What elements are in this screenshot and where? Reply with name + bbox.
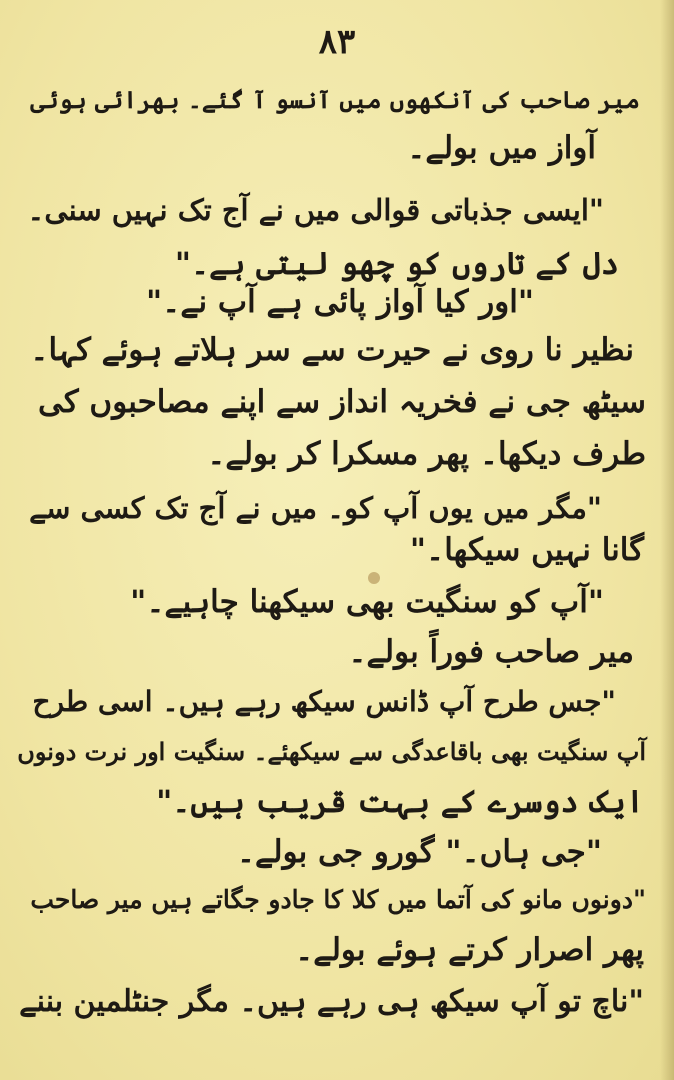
text-line-18: پھر اصرار کرتے ہوئے بولے۔ [295, 932, 644, 968]
text-line-2: آواز میں بولے۔ [407, 130, 596, 166]
text-line-15: ایک دوسرے کے بہت قریب ہیں۔" [156, 784, 644, 820]
text-line-19: "ناچ تو آپ سیکھ ہی رہے ہیں۔ مگر جنٹلمین بننے [19, 984, 644, 1019]
text-line-1: میر صاحب کی آنکھوں میں آنسو آ گئے۔ بھرائی ہوئی [30, 85, 640, 114]
text-line-7: سیٹھ جی نے فخریہ انداز سے اپنے مصاحبوں کی [38, 384, 646, 420]
text-line-17: "دونوں مانو کی آتما میں کلا کا جادو جگاتے ہیں میر صاحب [30, 885, 646, 914]
text-line-13: "جس طرح آپ ڈانس سیکھ رہے ہیں۔ اسی طرح [32, 685, 616, 718]
text-line-9: "مگر میں یوں آپ کو۔ میں نے آج تک کسی سے [29, 491, 602, 525]
text-line-12: میر صاحب فوراً بولے۔ [348, 634, 634, 670]
text-line-6: نظیر نا روی نے حیرت سے سر ہلاتے ہوئے کہا۔ [30, 332, 634, 368]
text-line-16: "جی ہاں۔" گورو جی بولے۔ [236, 834, 602, 870]
text-line-4: دل کے تاروں کو چھو لیتی ہے۔" [174, 246, 619, 282]
page-number: ۸۳ [318, 22, 356, 62]
paper-stain [368, 572, 380, 584]
text-line-11: "آپ کو سنگیت بھی سیکھنا چاہیے۔" [130, 584, 604, 620]
text-line-14: آپ سنگیت بھی باقاعدگی سے سیکھئے۔ سنگیت اور نرت دونوں [17, 737, 646, 766]
text-line-3: "ایسی جذباتی قوالی میں نے آج تک نہیں سنی۔ [27, 193, 604, 227]
text-line-8: طرف دیکھا۔ پھر مسکرا کر بولے۔ [207, 436, 646, 472]
page-edge-shadow [660, 0, 674, 1080]
text-line-10: گانا نہیں سیکھا۔" [409, 532, 644, 568]
text-line-5: "اور کیا آواز پائی ہے آپ نے۔" [146, 284, 534, 320]
